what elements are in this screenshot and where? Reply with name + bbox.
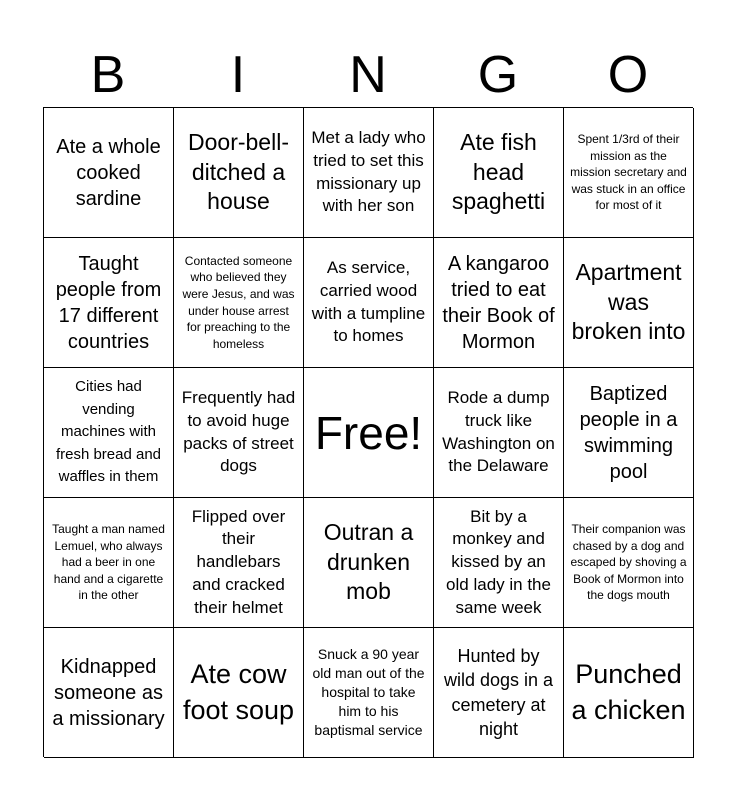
cell-text: Flipped over their handlebars and cracked their helmet xyxy=(191,506,286,617)
header-letter-o: O xyxy=(607,46,649,104)
bingo-cell[interactable] xyxy=(44,108,174,238)
cell-text: Hunted by wild dogs in a cemetery at night xyxy=(443,646,554,739)
header-letter-b: B xyxy=(90,46,126,104)
bingo-cell[interactable] xyxy=(434,108,564,238)
cell-text: Ate fish head spaghetti xyxy=(451,129,546,215)
bingo-cell[interactable] xyxy=(564,108,694,238)
header-letter-n: N xyxy=(349,46,387,104)
cell-text: Taught a man named Lemuel, who always had a beer in one hand and a cigarette in the other xyxy=(52,522,165,603)
bingo-cell[interactable] xyxy=(564,368,694,498)
cell-text: Baptized people in a swimming pool xyxy=(579,382,678,483)
bingo-cell[interactable] xyxy=(44,368,174,498)
cell-text: Ate a whole cooked sardine xyxy=(56,135,161,210)
bingo-cell[interactable] xyxy=(44,628,174,758)
cell-text: As service, carried wood with a tumpline to homes xyxy=(311,257,426,346)
bingo-cell[interactable] xyxy=(174,498,304,628)
bingo-cell[interactable] xyxy=(564,628,694,758)
bingo-cell[interactable] xyxy=(434,238,564,368)
bingo-cell[interactable] xyxy=(304,628,434,758)
cell-text: Kidnapped someone as a missionary xyxy=(52,655,165,730)
cell-text: Punched a chicken xyxy=(571,659,686,725)
cell-text: Free! xyxy=(314,406,423,459)
bingo-cell[interactable] xyxy=(564,238,694,368)
cell-text: Met a lady who tried to set this missionary up with her son xyxy=(311,127,426,216)
cell-text: Spent 1/3rd of their mission as the mission secretary and was stuck in an office for most of it xyxy=(570,132,687,213)
header-letter-g: G xyxy=(477,46,519,104)
bingo-cell[interactable] xyxy=(174,108,304,238)
bingo-cell[interactable] xyxy=(434,628,564,758)
cell-text: Ate cow foot soup xyxy=(182,659,295,725)
cell-text: Rode a dump truck like Washington on the Delaware xyxy=(442,387,555,476)
bingo-cell[interactable] xyxy=(44,498,174,628)
cell-text: A kangaroo tried to eat their Book of Mormon xyxy=(442,252,555,353)
bingo-cell[interactable] xyxy=(304,498,434,628)
cell-text: Apartment was broken into xyxy=(571,259,686,345)
cell-text: Frequently had to avoid huge packs of street dogs xyxy=(181,387,296,476)
free-cell[interactable] xyxy=(304,368,434,498)
cell-text: Bit by a monkey and kissed by an old lady in the same week xyxy=(446,506,551,617)
bingo-cell[interactable] xyxy=(174,368,304,498)
bingo-header xyxy=(43,45,693,105)
cell-text: Their companion was chased by a dog and escaped by shoving a Book of Mormon into the dogs mouth xyxy=(570,522,687,603)
bingo-cell[interactable] xyxy=(44,238,174,368)
bingo-cell[interactable] xyxy=(304,108,434,238)
cell-text: Snuck a 90 year old man out of the hospital to take him to his baptismal service xyxy=(312,646,425,738)
cell-text: Taught people from 17 different countries xyxy=(55,252,162,353)
bingo-cell[interactable] xyxy=(304,238,434,368)
cell-text: Contacted someone who believed they were Jesus, and was under house arrest for preaching to the homeless xyxy=(182,253,295,351)
bingo-cell[interactable] xyxy=(174,238,304,368)
cell-text: Cities had vending machines with fresh bread and waffles in them xyxy=(55,378,162,486)
cell-text: Door-bell-ditched a house xyxy=(188,129,289,215)
bingo-cell[interactable] xyxy=(564,498,694,628)
header-letter-i: I xyxy=(230,46,246,104)
cell-text: Outran a drunken mob xyxy=(323,519,414,605)
bingo-grid xyxy=(43,107,693,757)
bingo-cell[interactable] xyxy=(434,368,564,498)
bingo-cell[interactable] xyxy=(174,628,304,758)
bingo-cell[interactable] xyxy=(434,498,564,628)
